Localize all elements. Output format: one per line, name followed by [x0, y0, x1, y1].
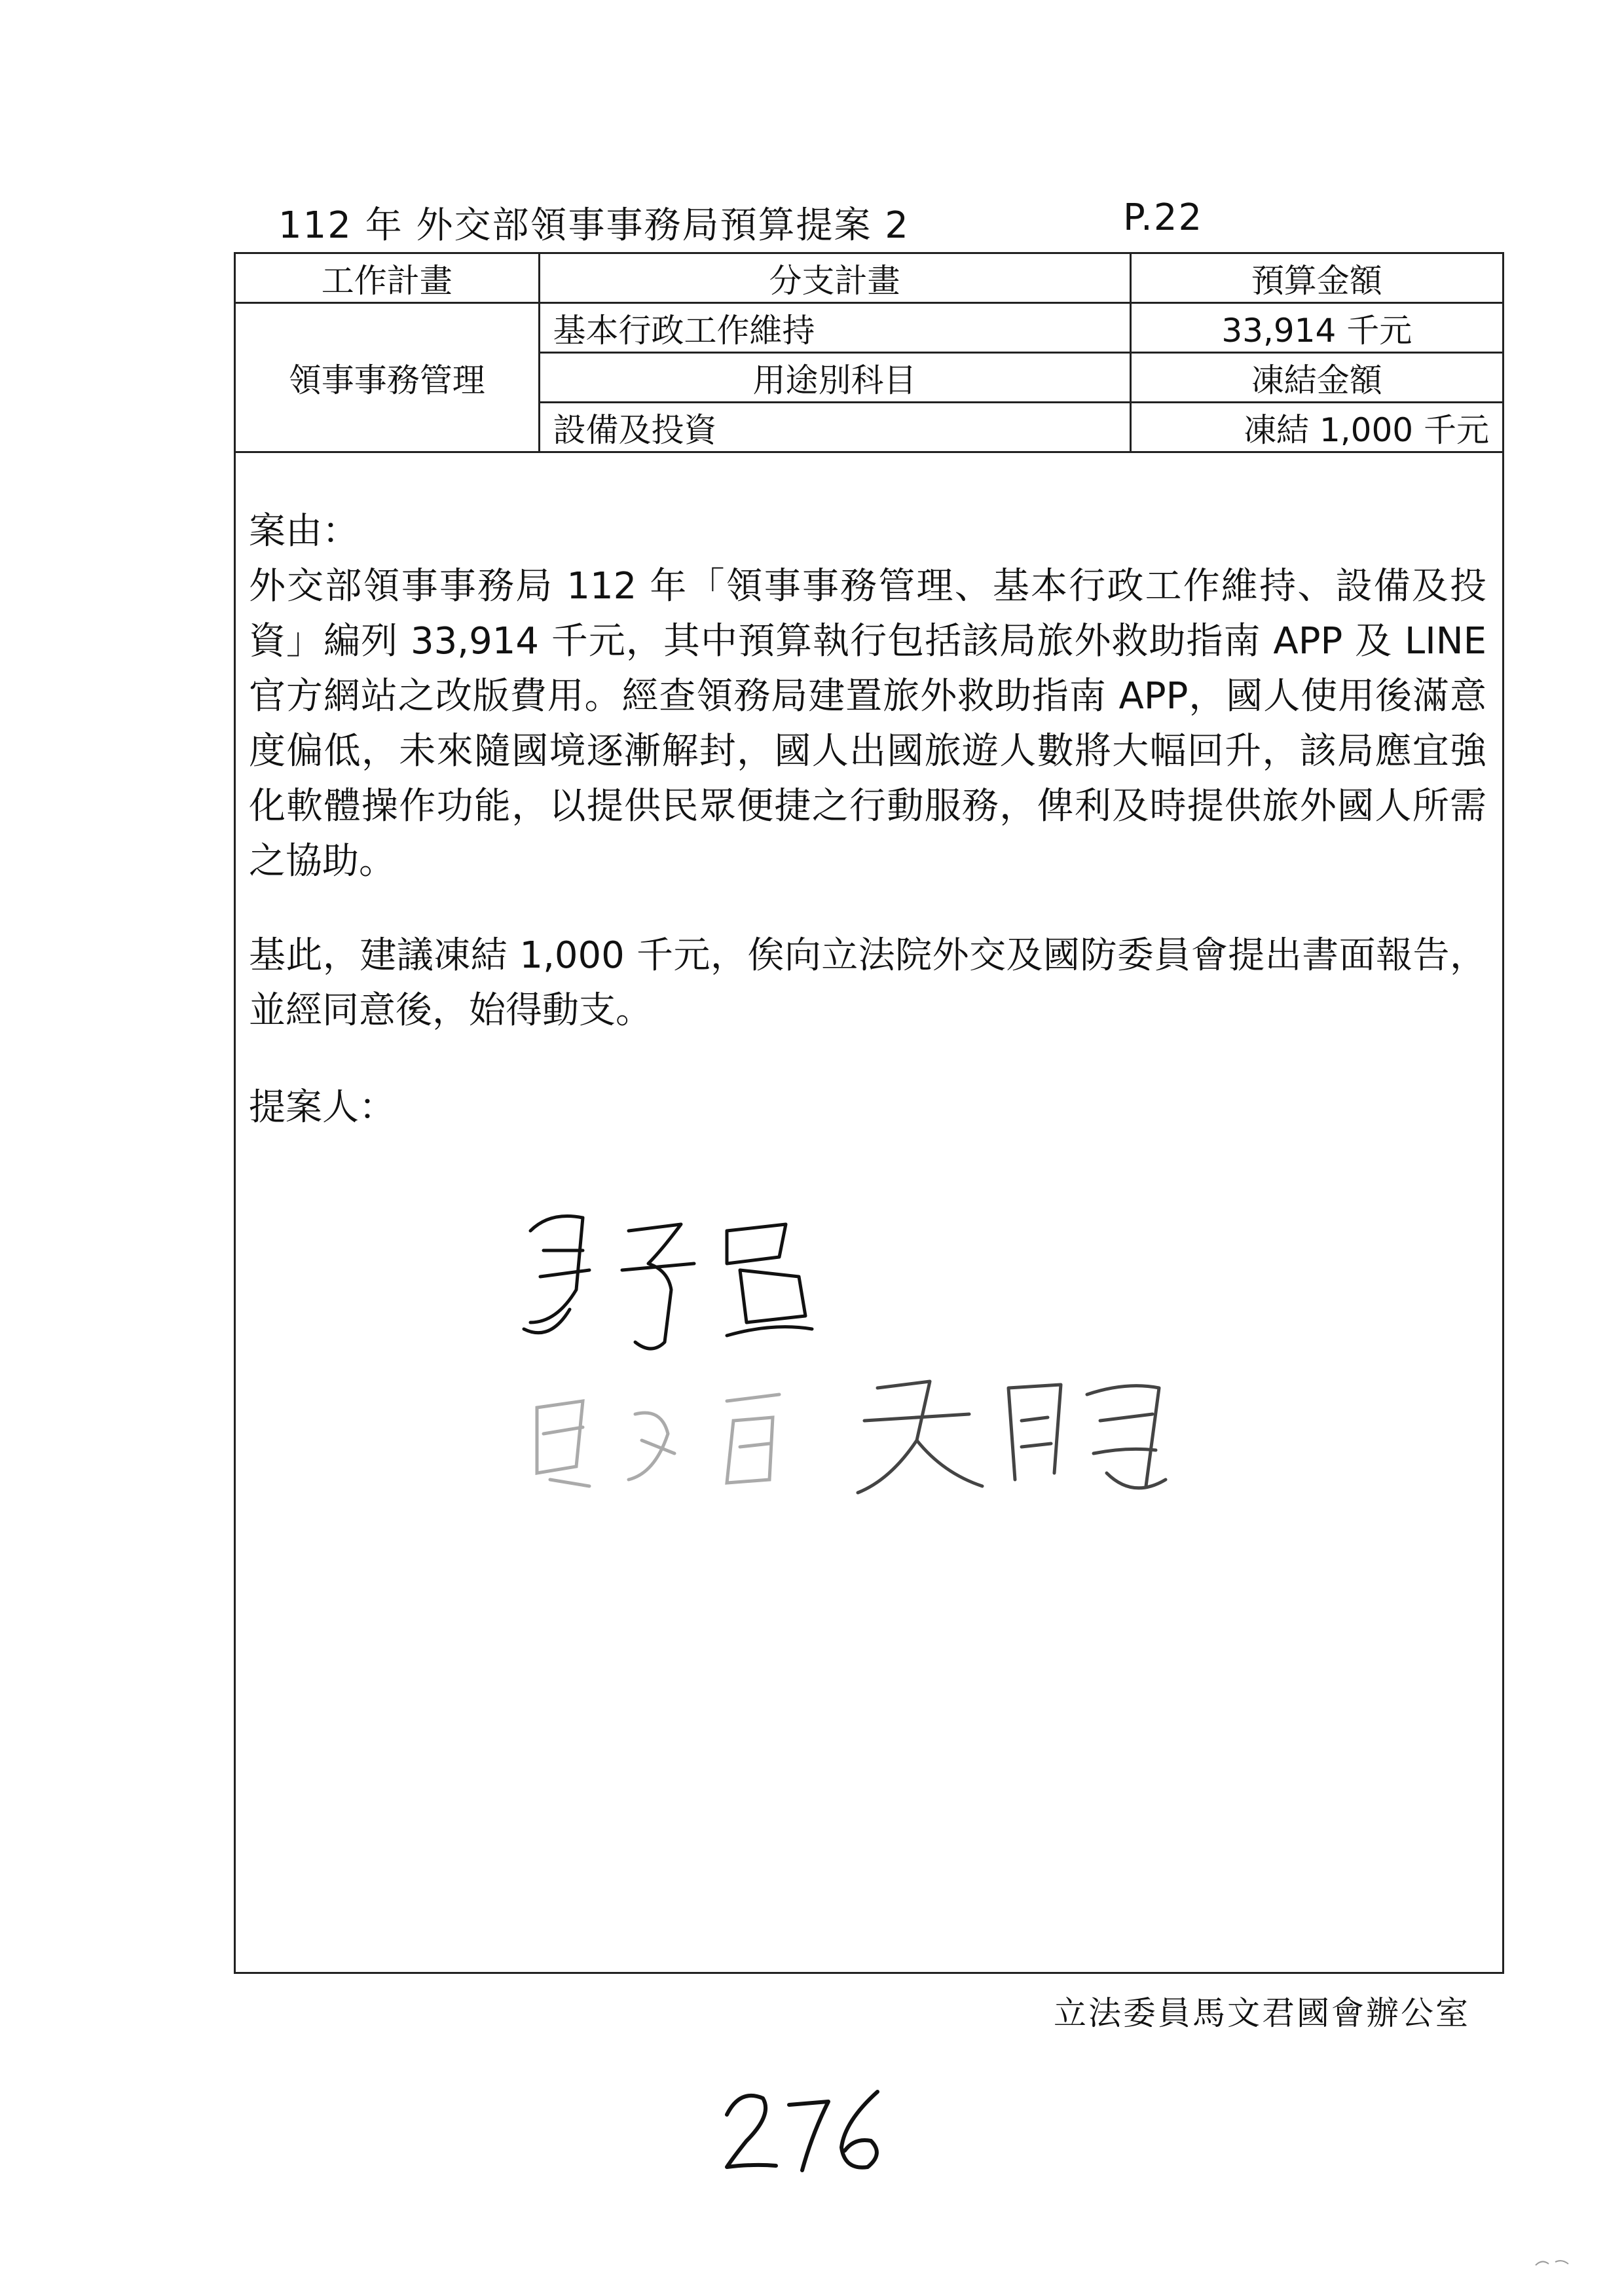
work-plan-header: 工作計畫	[235, 253, 540, 303]
proposer-label: 提案人：	[249, 1086, 396, 1129]
reason-label: 案由：	[249, 510, 359, 553]
reason-text: 外交部領事事務局 112 年「領事事務管理、基本行政工作維持、設備及投資」編列 33,914 千元，其中預算執行包括該局旅外救助指南 APP 及 LINE 官方網站之改版費用。經查領務局建置旅外救助指南 APP，國人使用後滿意度偏低，未來隨國境逐漸解封，國人出國旅遊人數將大幅回升，該局應宜強化軟體操作功能，以提供民眾便捷之行動服務，俾利及時提供旅外國人所需之協助。	[249, 565, 1486, 883]
table-header-row	[235, 253, 1504, 303]
branch-plan-cell: 基本行政工作維持	[539, 303, 1130, 353]
scan-mark	[1532, 2252, 1572, 2272]
document-title: 112 年 外交部領事事務局預算提案 2	[278, 204, 910, 247]
document-header	[278, 196, 1204, 249]
signature-2	[537, 1394, 779, 1486]
budget-table	[234, 252, 1504, 453]
branch-plan-header: 分支計畫	[539, 253, 1130, 303]
freeze-amount-cell: 凍結 1,000 千元	[1130, 403, 1503, 452]
usage-item-cell: 設備及投資	[539, 403, 1130, 452]
handwritten-page-number	[714, 2069, 910, 2180]
signature-area	[511, 1192, 1362, 1558]
signature-3	[858, 1381, 1166, 1493]
usage-header: 用途別科目	[539, 353, 1130, 403]
budget-amount-header: 預算金額	[1130, 253, 1503, 303]
freeze-header: 凍結金額	[1130, 353, 1503, 403]
work-plan-cell: 領事事務管理	[235, 303, 540, 452]
signature-1	[524, 1216, 812, 1349]
proposal-text: 基此，建議凍結 1,000 千元，俟向立法院外交及國防委員會提出書面報告，並經同意後，始得動支。	[249, 934, 1486, 1032]
table-row	[235, 303, 1504, 353]
budget-amount-cell: 33,914 千元	[1130, 303, 1503, 353]
office-name: 立法委員馬文君國會辦公室	[1054, 1994, 1470, 2032]
proposal-body	[249, 504, 1486, 1135]
page-reference: P.22	[1123, 196, 1204, 239]
